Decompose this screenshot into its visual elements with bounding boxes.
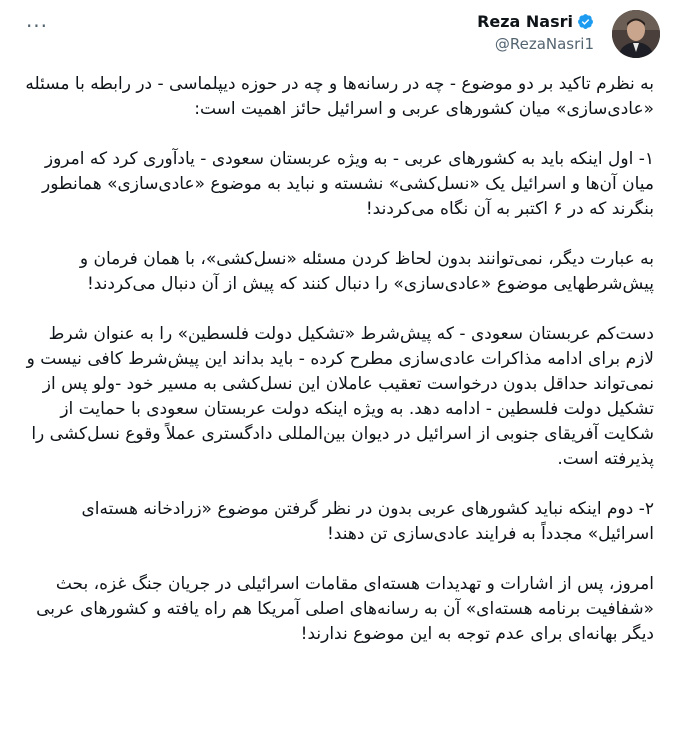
tweet-paragraph: امروز، پس از اشارات و تهدیدات هسته‌ای مقامات اسرائیلی در جریان جنگ غزه، بحث «شفافیت برنامه هسته‌ای» آن به رسانه‌های اصلی آمریکا هم راه یافته و کشورهای عربی دیگر بهانه‌ای برای عدم توجه به این موضوع ندارند!: [36, 574, 654, 644]
more-options-icon[interactable]: ···: [25, 14, 49, 38]
tweet-paragraph: به نظرم تاکید بر دو موضوع - چه در رسانه‌ها و چه در حوزه دیپلماسی - در رابطه با مسئله «عادی‌سازی» میان کشورهای عربی و اسرائیل حائز اهمیت است:: [25, 74, 654, 119]
avatar[interactable]: [612, 10, 660, 58]
author-info[interactable]: [477, 12, 594, 53]
author-display-name[interactable]: Reza Nasri: [477, 12, 573, 31]
author-handle[interactable]: @RezaNasri1: [494, 35, 594, 53]
avatar-image: [612, 10, 660, 58]
tweet-paragraph: به عبارت دیگر، نمی‌توانند بدون لحاظ کردن مسئله «نسل‌کشی»، با همان فرمان و پیش‌شرطهایی موضوع «عادی‌سازی» را دنبال کنند که پیش از آن دنبال می‌کردند!: [79, 249, 654, 294]
tweet-text: [20, 72, 654, 672]
tweet-paragraph: دست‌کم عربستان سعودی - که پیش‌شرط «تشکیل دولت فلسطین» را به عنوان شرط لازم برای ادامه مذاکرات عادی‌سازی مطرح کرده - باید بداند این پیش‌شرط کافی نیست و نمی‌تواند حداقل بدون درخواست تعقیب عاملان این نسل‌کشی به مسیر خود -ولو پس از تشکیل دولت فلسطین - ادامه دهد. به ویژه اینکه دولت عربستان سعودی با حمایت از شکایت آفریقای جنوبی از اسرائیل در دیوان بین‌المللی دادگستری عملاً وقوع نسل‌کشی را پذیرفته است.: [26, 324, 654, 469]
tweet-paragraph: ۱- اول اینکه باید به کشورهای عربی - به ویژه عربستان سعودی - یادآوری کرد که امروز میان آن‌ها و اسرائیل یک «نسل‌کشی» نشسته و نباید به موضوع «عادی‌سازی» همانطور بنگرند که در ۶ اکتبر به آن نگاه می‌کردند!: [42, 149, 654, 219]
verified-badge-icon: [577, 13, 594, 30]
author-name-row: [477, 12, 594, 31]
tweet-paragraph: ۲- دوم اینکه نباید کشورهای عربی بدون در نظر گرفتن موضوع «زرادخانه هسته‌ای اسرائیل» مجدداً به فرایند عادی‌سازی تن دهند!: [81, 499, 654, 544]
tweet-header: [0, 10, 676, 60]
